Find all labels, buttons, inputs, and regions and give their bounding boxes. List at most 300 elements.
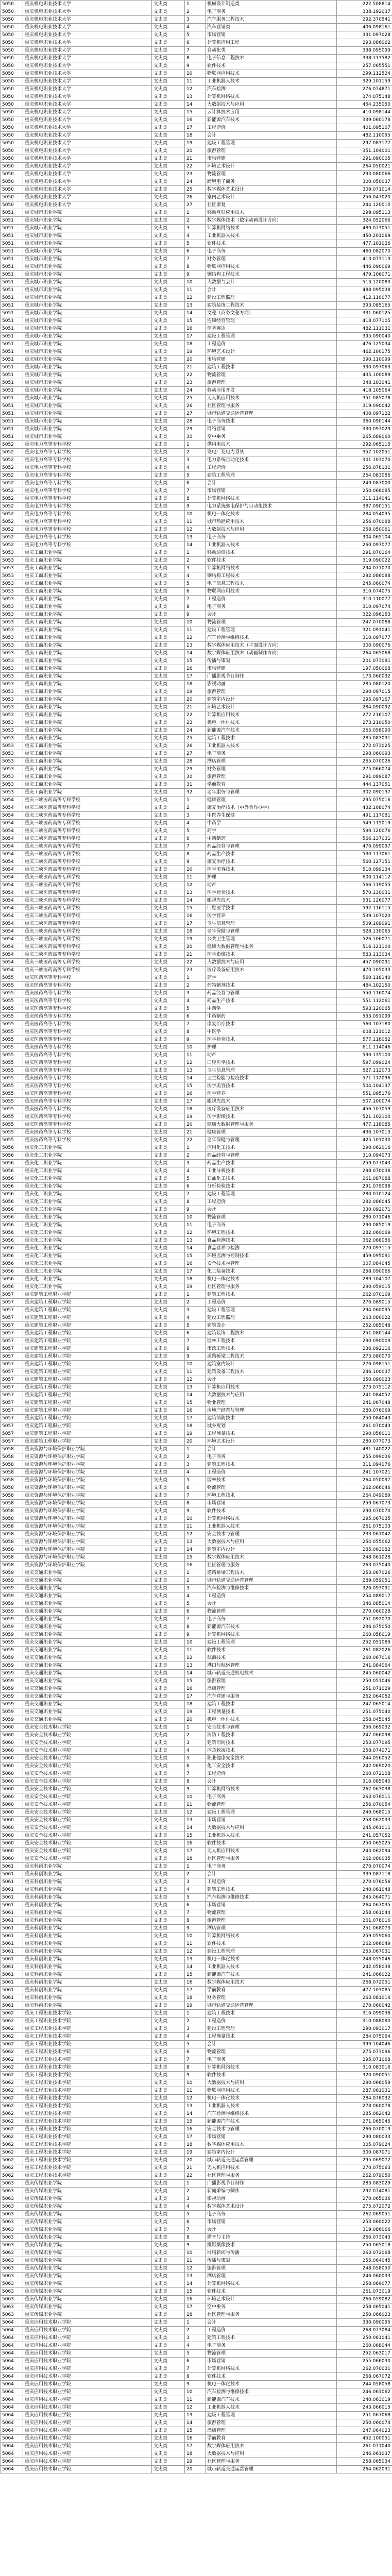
major-name-cell: 电子商务 — [206, 1863, 337, 1871]
score-cell: 280.070124 — [337, 1191, 392, 1198]
category-cell: 文史类 — [152, 982, 185, 990]
table-row — [1, 487, 392, 495]
school-name-cell: 重庆建筑工程职业学院 — [23, 1314, 152, 1322]
major-index-cell: 1 — [185, 1446, 206, 1453]
school-name-cell: 重庆应用技术职业学院 — [23, 2419, 152, 2427]
major-index-cell: 19 — [185, 348, 206, 356]
table-row — [1, 2033, 392, 2041]
major-name-cell: 物流管理 — [206, 1484, 337, 1492]
major-index-cell: 13 — [185, 2412, 206, 2419]
school-name-cell: 重庆机电职业技术大学 — [23, 132, 152, 140]
table-row — [1, 1067, 392, 1075]
major-name-cell: 汽车服务工程技术 — [206, 16, 337, 24]
table-row — [1, 2350, 392, 2358]
school-name-cell: 重庆电力高等专科学校 — [23, 511, 152, 518]
category-cell: 文史类 — [152, 2234, 185, 2242]
school-code-cell: 5052 — [1, 464, 23, 472]
score-cell: 290.093017 — [337, 2025, 392, 2033]
school-name-cell: 重庆传媒职业学院 — [23, 2211, 152, 2218]
category-cell: 文史类 — [152, 209, 185, 217]
category-cell: 文史类 — [152, 2195, 185, 2203]
school-name-cell: 重庆应用技术职业学院 — [23, 2327, 152, 2334]
score-cell: 268.072051 — [337, 1979, 392, 1987]
major-name-cell: 空中乘务 — [206, 433, 337, 441]
score-cell: 592.116115 — [337, 905, 392, 912]
major-index-cell: 11 — [185, 626, 206, 634]
school-name-cell: 重庆传媒职业学院 — [23, 2242, 152, 2249]
table-row — [1, 681, 392, 688]
major-name-cell: 建筑室内设计 — [206, 696, 337, 704]
major-index-cell: 10 — [185, 1639, 206, 1647]
score-cell: 351.085078 — [337, 395, 392, 402]
school-code-cell: 5064 — [1, 2327, 23, 2334]
score-cell: 338.095099 — [337, 47, 392, 55]
category-cell: 文史类 — [152, 781, 185, 789]
school-code-cell: 5054 — [1, 943, 23, 951]
major-name-cell: 建筑消防技术 — [206, 1739, 337, 1747]
score-cell: 295.075016 — [337, 796, 392, 804]
table-row — [1, 256, 392, 263]
category-cell: 文史类 — [152, 2412, 185, 2419]
major-name-cell: 物联网应用技术 — [206, 263, 337, 271]
major-name-cell: 眼视光技术 — [206, 1098, 337, 1106]
school-name-cell: 重庆医药高等专科学校 — [23, 1013, 152, 1021]
major-index-cell: 4 — [185, 2342, 206, 2350]
major-index-cell: 3 — [185, 2195, 206, 2203]
major-name-cell: 道路桥梁工程技术 — [206, 1353, 337, 1361]
table-row — [1, 2118, 392, 2126]
score-cell: 248.061028 — [337, 1554, 392, 1562]
category-cell: 文史类 — [152, 951, 185, 959]
table-row — [1, 16, 392, 24]
major-name-cell: 工程造价 — [206, 1198, 337, 1206]
major-index-cell: 5 — [185, 2211, 206, 2218]
category-cell: 文史类 — [152, 2079, 185, 2087]
school-code-cell: 5050 — [1, 178, 23, 186]
school-name-cell: 重庆应用技术职业学院 — [23, 2319, 152, 2327]
score-cell: 527.112073 — [337, 1067, 392, 1075]
school-name-cell: 重庆传媒职业学院 — [23, 2265, 152, 2273]
category-cell: 文史类 — [152, 727, 185, 735]
score-cell: 290.080033 — [337, 2133, 392, 2141]
category-cell: 文史类 — [152, 140, 185, 147]
table-row — [1, 580, 392, 588]
major-index-cell: 13 — [185, 1384, 206, 1392]
major-name-cell: 机电一体化技术 — [206, 2381, 337, 2388]
table-row — [1, 1160, 392, 1167]
school-code-cell: 5053 — [1, 758, 23, 766]
school-name-cell: 重庆安全技术职业学院 — [23, 1770, 152, 1778]
category-cell: 文史类 — [152, 503, 185, 511]
score-cell: 273.210050 — [337, 719, 392, 727]
score-cell: 253.077095 — [337, 1739, 392, 1747]
category-cell: 文史类 — [152, 1167, 185, 1175]
table-row — [1, 1871, 392, 1878]
table-row — [1, 62, 392, 70]
school-name-cell: 重庆化工职业学院 — [23, 1276, 152, 1283]
score-cell: 264.050021 — [337, 163, 392, 171]
table-row — [1, 2443, 392, 2450]
major-index-cell: 11 — [185, 286, 206, 294]
major-index-cell: 6 — [185, 1484, 206, 1492]
table-row — [1, 1021, 392, 1028]
school-code-cell: 5062 — [1, 2133, 23, 2141]
major-index-cell: 16 — [185, 2435, 206, 2443]
table-row — [1, 1052, 392, 1059]
major-index-cell: 6 — [185, 2218, 206, 2226]
table-row — [1, 1106, 392, 1113]
school-code-cell: 5051 — [1, 325, 23, 333]
major-name-cell: 发电厂及电力系统 — [206, 449, 337, 456]
category-cell: 文史类 — [152, 549, 185, 557]
score-cell: 263.081014 — [337, 1994, 392, 2002]
major-index-cell: 12 — [185, 294, 206, 302]
major-index-cell: 14 — [185, 1670, 206, 1677]
table-row — [1, 2365, 392, 2373]
major-index-cell: 21 — [185, 364, 206, 371]
table-row — [1, 1639, 392, 1647]
category-cell: 文史类 — [152, 1662, 185, 1670]
score-cell: 260.072108 — [337, 1770, 392, 1778]
school-name-cell: 重庆安全技术职业学院 — [23, 1793, 152, 1801]
major-index-cell: 18 — [185, 1106, 206, 1113]
school-code-cell: 5059 — [1, 1631, 23, 1639]
school-code-cell: 5063 — [1, 2280, 23, 2288]
table-row — [1, 2226, 392, 2234]
major-name-cell: 市场营销 — [206, 2218, 337, 2226]
school-name-cell: 重庆电力高等专科学校 — [23, 518, 152, 526]
table-row — [1, 201, 392, 209]
major-index-cell: 4 — [185, 1886, 206, 1894]
school-name-cell: 重庆工商职业学院 — [23, 735, 152, 742]
school-code-cell: 5064 — [1, 2435, 23, 2443]
category-cell: 文史类 — [152, 2226, 185, 2234]
school-code-cell: 5055 — [1, 982, 23, 990]
category-cell: 文史类 — [152, 364, 185, 371]
school-code-cell: 5058 — [1, 1461, 23, 1469]
major-index-cell: 4 — [185, 2033, 206, 2041]
school-code-cell: 5059 — [1, 1708, 23, 1716]
major-index-cell: 7 — [185, 843, 206, 851]
major-name-cell: 电子商务 — [206, 1616, 337, 1623]
category-cell: 文史类 — [152, 2133, 185, 2141]
major-index-cell: 13 — [185, 2273, 206, 2280]
major-name-cell: 计算机网络技术 — [206, 93, 337, 101]
school-name-cell: 重庆电力高等专科学校 — [23, 456, 152, 464]
major-name-cell: 会计 — [206, 2041, 337, 2048]
table-row — [1, 796, 392, 804]
score-cell: 457.090091 — [337, 959, 392, 967]
category-cell: 文史类 — [152, 2296, 185, 2303]
category-cell: 文史类 — [152, 2056, 185, 2064]
table-row — [1, 1075, 392, 1082]
school-code-cell: 5051 — [1, 402, 23, 410]
school-name-cell: 重庆城市职业学院 — [23, 387, 152, 395]
score-cell: 285.082042 — [337, 2110, 392, 2118]
school-name-cell: 重庆工商职业学院 — [23, 719, 152, 727]
major-index-cell: 7 — [185, 596, 206, 603]
score-cell: 272.216107 — [337, 711, 392, 719]
score-cell: 266.070019 — [337, 2126, 392, 2133]
table-row — [1, 804, 392, 812]
table-row — [1, 1878, 392, 1886]
category-cell: 文史类 — [152, 2002, 185, 2010]
table-row — [1, 1817, 392, 1824]
major-name-cell: 自动化类 — [206, 47, 337, 55]
major-index-cell: 16 — [185, 1090, 206, 1098]
category-cell: 文史类 — [152, 2265, 185, 2273]
score-cell: 539.107020 — [337, 912, 392, 920]
school-name-cell: 重庆医药高等专科学校 — [23, 1082, 152, 1090]
major-index-cell: 14 — [185, 2280, 206, 2288]
major-name-cell: 机电一体化技术 — [206, 719, 337, 727]
category-cell: 文史类 — [152, 93, 185, 101]
table-row — [1, 1778, 392, 1786]
school-name-cell: 重庆建筑工程职业学院 — [23, 1361, 152, 1368]
table-row — [1, 1963, 392, 1971]
category-cell: 文史类 — [152, 348, 185, 356]
major-name-cell: 建筑工程技术 — [206, 2334, 337, 2342]
school-code-cell: 5050 — [1, 62, 23, 70]
category-cell: 文史类 — [152, 936, 185, 943]
major-name-cell: 卫生信息管理 — [206, 920, 337, 928]
school-name-cell: 重庆城市职业学院 — [23, 395, 152, 402]
major-name-cell: 数字媒体技术（数字动画设计方向） — [206, 217, 337, 225]
major-index-cell: 6 — [185, 588, 206, 596]
school-code-cell: 5059 — [1, 1585, 23, 1592]
major-name-cell: 大数据技术与应用 — [206, 2450, 337, 2458]
major-index-cell: 16 — [185, 1840, 206, 1848]
major-index-cell: 10 — [185, 1793, 206, 1801]
major-name-cell: 电子商务 — [206, 603, 337, 611]
major-index-cell: 14 — [185, 1963, 206, 1971]
school-code-cell: 5050 — [1, 201, 23, 209]
score-cell: 284.075064 — [337, 2033, 392, 2041]
school-name-cell: 重庆机电职业技术大学 — [23, 31, 152, 39]
table-row — [1, 1368, 392, 1376]
major-name-cell: 老年保健与管理 — [206, 928, 337, 936]
category-cell: 文史类 — [152, 1183, 185, 1191]
school-name-cell: 重庆机电职业技术大学 — [23, 55, 152, 62]
major-name-cell: 云计算技术应用 — [206, 109, 337, 116]
category-cell: 文史类 — [152, 310, 185, 317]
school-name-cell: 重庆工商职业学院 — [23, 704, 152, 711]
major-name-cell: 大数据技术与应用 — [206, 2079, 337, 2087]
table-row — [1, 1515, 392, 1523]
major-name-cell: 工业机器人技术 — [206, 1963, 337, 1971]
major-name-cell: 网络营销 — [206, 426, 337, 433]
score-cell: 173.060032 — [337, 673, 392, 681]
school-code-cell: 5053 — [1, 673, 23, 681]
score-cell: 477.103085 — [337, 1987, 392, 1994]
table-row — [1, 2412, 392, 2419]
major-index-cell: 19 — [185, 1708, 206, 1716]
table-row — [1, 1987, 392, 1994]
major-index-cell: 10 — [185, 619, 206, 626]
major-name-cell: 安全技术与管理 — [206, 2126, 337, 2133]
category-cell: 文史类 — [152, 1538, 185, 1546]
school-code-cell: 5059 — [1, 1662, 23, 1670]
score-cell: 284.054035 — [337, 511, 392, 518]
category-cell: 文史类 — [152, 1160, 185, 1167]
school-name-cell: 重庆工商职业学院 — [23, 572, 152, 580]
category-cell: 文史类 — [152, 1871, 185, 1878]
school-name-cell: 重庆城市职业学院 — [23, 302, 152, 310]
table-row — [1, 1461, 392, 1469]
table-row — [1, 1693, 392, 1701]
major-index-cell: 1 — [185, 2010, 206, 2018]
major-index-cell: 7 — [185, 487, 206, 495]
score-cell: 250.051046 — [337, 1677, 392, 1685]
major-name-cell: 健康管理 — [206, 796, 337, 804]
score-cell: 410.098144 — [337, 109, 392, 116]
category-cell: 文史类 — [152, 2180, 185, 2188]
school-name-cell: 重庆工商职业学院 — [23, 758, 152, 766]
table-row — [1, 1631, 392, 1639]
category-cell: 文史类 — [152, 1809, 185, 1817]
score-cell: 577.118082 — [337, 1036, 392, 1044]
school-code-cell: 5058 — [1, 1507, 23, 1515]
score-cell: 236.075050 — [337, 1623, 392, 1631]
table-row — [1, 240, 392, 248]
school-name-cell: 重庆科创职业学院 — [23, 1917, 152, 1925]
category-cell: 文史类 — [152, 1592, 185, 1600]
school-name-cell: 重庆三峡医药高等专科学校 — [23, 967, 152, 974]
school-name-cell: 重庆机电职业技术大学 — [23, 186, 152, 194]
school-code-cell: 5064 — [1, 2450, 23, 2458]
major-name-cell: 汽车检测 — [206, 86, 337, 93]
table-row — [1, 735, 392, 742]
score-cell: 256.069032 — [337, 1724, 392, 1732]
major-index-cell: 4 — [185, 464, 206, 472]
major-name-cell: 物联网应用技术 — [206, 588, 337, 596]
score-cell: 611.114046 — [337, 1044, 392, 1052]
school-code-cell: 5062 — [1, 2018, 23, 2025]
school-name-cell: 重庆城市职业学院 — [23, 433, 152, 441]
table-row — [1, 1569, 392, 1577]
major-index-cell: 13 — [185, 1662, 206, 1670]
major-name-cell: 社区管理与服务 — [206, 2311, 337, 2319]
major-index-cell: 9 — [185, 1036, 206, 1044]
school-code-cell: 5053 — [1, 742, 23, 750]
school-code-cell: 5057 — [1, 1384, 23, 1392]
school-name-cell: 重庆城市职业学院 — [23, 348, 152, 356]
category-cell: 文史类 — [152, 1677, 185, 1685]
score-cell: 259.059060 — [337, 1933, 392, 1940]
score-cell: 491.117081 — [337, 812, 392, 820]
major-index-cell: 4 — [185, 1314, 206, 1322]
school-code-cell: 5055 — [1, 1059, 23, 1067]
table-row — [1, 2172, 392, 2180]
category-cell: 文史类 — [152, 1407, 185, 1415]
major-index-cell: 15 — [185, 1971, 206, 1979]
table-row — [1, 2242, 392, 2249]
school-name-cell: 重庆科创职业学院 — [23, 1971, 152, 1979]
school-code-cell: 5054 — [1, 967, 23, 974]
category-cell: 文史类 — [152, 959, 185, 967]
school-code-cell: 5056 — [1, 1237, 23, 1245]
category-cell: 文史类 — [152, 286, 185, 294]
table-row — [1, 1422, 392, 1430]
major-index-cell: 21 — [185, 1129, 206, 1137]
table-row — [1, 2419, 392, 2427]
school-code-cell: 5054 — [1, 851, 23, 858]
category-cell: 文史类 — [152, 603, 185, 611]
school-name-cell: 重庆建筑工程职业学院 — [23, 1430, 152, 1438]
major-name-cell: 市场营销 — [206, 356, 337, 364]
major-name-cell: 医学影像技术 — [206, 1113, 337, 1121]
score-cell: 295.067035 — [337, 1515, 392, 1523]
school-name-cell: 重庆传媒职业学院 — [23, 2257, 152, 2265]
major-name-cell: 城市轨道交通运营管理 — [206, 1577, 337, 1585]
school-code-cell: 5054 — [1, 827, 23, 835]
major-index-cell: 22 — [185, 163, 206, 171]
school-name-cell: 重庆传媒职业学院 — [23, 2188, 152, 2195]
major-name-cell: 机电一体化技术 — [206, 511, 337, 518]
major-index-cell: 22 — [185, 1137, 206, 1144]
score-cell: 330.097063 — [337, 364, 392, 371]
table-row — [1, 928, 392, 936]
major-index-cell: 32 — [185, 789, 206, 796]
category-cell: 文史类 — [152, 232, 185, 240]
school-code-cell: 5056 — [1, 1245, 23, 1252]
score-cell: 291.079098 — [337, 1183, 392, 1191]
score-cell: 293.080066 — [337, 171, 392, 178]
school-code-cell: 5057 — [1, 1415, 23, 1422]
table-row — [1, 2466, 392, 2473]
score-cell: 280.076069 — [337, 1407, 392, 1415]
category-cell: 文史类 — [152, 634, 185, 642]
school-name-cell: 重庆应用技术职业学院 — [23, 2388, 152, 2396]
table-row — [1, 827, 392, 835]
major-name-cell: 电子商务 — [206, 1793, 337, 1801]
category-cell: 文史类 — [152, 402, 185, 410]
table-row — [1, 1059, 392, 1067]
major-name-cell: 市场营销 — [206, 2358, 337, 2365]
school-name-cell: 重庆工商职业学院 — [23, 789, 152, 796]
score-cell: 246.061062 — [337, 2388, 392, 2396]
school-code-cell: 5050 — [1, 78, 23, 86]
major-index-cell: 18 — [185, 1701, 206, 1708]
school-name-cell: 重庆工商职业学院 — [23, 673, 152, 681]
table-row — [1, 2311, 392, 2319]
major-index-cell: 14 — [185, 1546, 206, 1554]
category-cell: 文史类 — [152, 1113, 185, 1121]
table-row — [1, 1082, 392, 1090]
school-code-cell: 5061 — [1, 1871, 23, 1878]
school-name-cell: 重庆安全技术职业学院 — [23, 1739, 152, 1747]
school-name-cell: 重庆安全技术职业学院 — [23, 1755, 152, 1762]
score-cell: 268.073084 — [337, 2327, 392, 2334]
table-row — [1, 395, 392, 402]
school-code-cell: 5058 — [1, 1554, 23, 1562]
school-code-cell: 5051 — [1, 225, 23, 232]
school-name-cell: 重庆城市职业学院 — [23, 371, 152, 379]
school-name-cell: 重庆医药高等专科学校 — [23, 1021, 152, 1028]
table-row — [1, 642, 392, 650]
category-cell: 文史类 — [152, 1330, 185, 1337]
score-cell: 250.061041 — [337, 2334, 392, 2342]
major-index-cell: 2 — [185, 557, 206, 565]
school-name-cell: 重庆安全技术职业学院 — [23, 1732, 152, 1739]
category-cell: 文史类 — [152, 495, 185, 503]
score-cell: 260.067016 — [337, 1654, 392, 1662]
school-code-cell: 5062 — [1, 2010, 23, 2018]
major-name-cell: 数字媒体应用技术 — [206, 2443, 337, 2450]
score-cell: 444.137051 — [337, 781, 392, 789]
table-row — [1, 302, 392, 310]
table-row — [1, 1592, 392, 1600]
